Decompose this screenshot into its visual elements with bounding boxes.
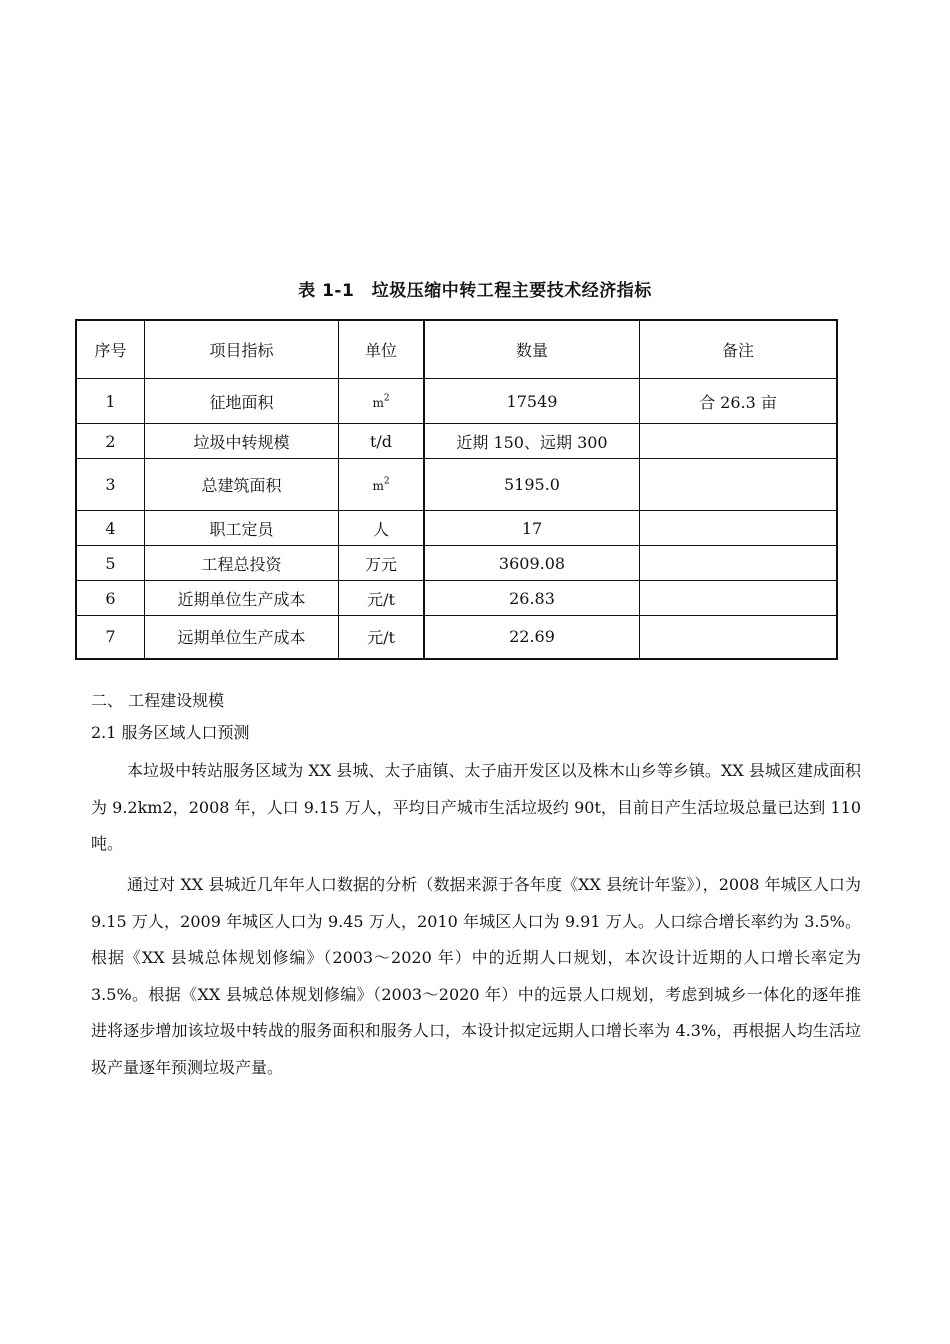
cell-item: 工程总投资: [145, 546, 339, 581]
table-row: [76, 546, 837, 581]
cell-no: 4: [76, 511, 145, 546]
body-paragraph: 本垃圾中转站服务区域为 XX 县城、太子庙镇、太子庙开发区以及株木山乡等乡镇。XX 县城区建成面积为 9.2km2，2008 年，人口 9.15 万人，平均日产城市生活垃圾约 90t，目前日产生活垃圾总量已达到 110 吨。: [91, 761, 861, 853]
cell-item: 总建筑面积: [145, 459, 339, 511]
cell-quantity: 近期 150、远期 300: [424, 424, 640, 459]
cell-quantity: 17: [424, 511, 640, 546]
cell-unit: 万元: [339, 546, 425, 581]
subsection-heading: 2.1 服务区域人口预测: [91, 723, 250, 742]
cell-no: 1: [76, 379, 145, 424]
cell-unit: [339, 459, 425, 511]
cell-item: 远期单位生产成本: [145, 616, 339, 659]
table-row: [76, 511, 837, 546]
cell-remark: [640, 459, 838, 511]
unit-text: m: [372, 395, 384, 410]
cell-unit: [339, 379, 425, 424]
cell-remark: [640, 424, 838, 459]
cell-no: 3: [76, 459, 145, 511]
table-title: 表 1-1 垃圾压缩中转工程主要技术经济指标: [298, 281, 652, 301]
cell-quantity: 5195.0: [424, 459, 640, 511]
body-paragraph: 通过对 XX 县城近几年年人口数据的分析（数据来源于各年度《XX 县统计年鉴》），2008 年城区人口为 9.15 万人，2009 年城区人口为 9.45 万人，2010 年城区人口为 9.91 万人。人口综合增长率约为 3.5%。根据《XX 县城总体规划修编》（2003～2020 年）中的近期人口规划，本次设计近期的人口增长率定为 3.5%。根据《XX 县城总体规划修编》（2003～2020 年）中的远景人口规划，考虑到城乡一体化的逐年推进将逐步增加该垃圾中转战的服务面积和服务人口，本设计拟定远期人口增长率为 4.3%，再根据人均生活垃圾产量逐年预测垃圾产量。: [91, 875, 861, 1077]
header-unit: 单位: [339, 320, 425, 379]
table-header-row: [76, 320, 837, 379]
cell-unit: 元/t: [339, 616, 425, 659]
cell-remark: [640, 616, 838, 659]
cell-quantity: 17549: [424, 379, 640, 424]
cell-unit: 人: [339, 511, 425, 546]
cell-item: 征地面积: [145, 379, 339, 424]
indicator-table: [75, 319, 838, 660]
header-remark: 备注: [640, 320, 838, 379]
cell-unit: t/d: [339, 424, 425, 459]
cell-quantity: 3609.08: [424, 546, 640, 581]
section-heading: 二、 工程建设规模: [91, 691, 225, 710]
cell-quantity: 22.69: [424, 616, 640, 659]
cell-no: 5: [76, 546, 145, 581]
table-row: [76, 379, 837, 424]
cell-no: 2: [76, 424, 145, 459]
cell-remark: 合 26.3 亩: [640, 379, 838, 424]
cell-no: 6: [76, 581, 145, 616]
cell-item: 近期单位生产成本: [145, 581, 339, 616]
cell-unit: 元/t: [339, 581, 425, 616]
cell-remark: [640, 546, 838, 581]
unit-superscript: 2: [383, 393, 390, 404]
header-quantity: 数量: [424, 320, 640, 379]
cell-remark: [640, 581, 838, 616]
cell-remark: [640, 511, 838, 546]
cell-quantity: 26.83: [424, 581, 640, 616]
unit-superscript: 2: [383, 476, 390, 487]
table-row: [76, 459, 837, 511]
table-row: [76, 581, 837, 616]
cell-no: 7: [76, 616, 145, 659]
table-row: [76, 616, 837, 659]
cell-item: 职工定员: [145, 511, 339, 546]
header-no: 序号: [76, 320, 145, 379]
header-item: 项目指标: [145, 320, 339, 379]
cell-item: 垃圾中转规模: [145, 424, 339, 459]
unit-text: m: [372, 479, 384, 493]
table-row: [76, 424, 837, 459]
